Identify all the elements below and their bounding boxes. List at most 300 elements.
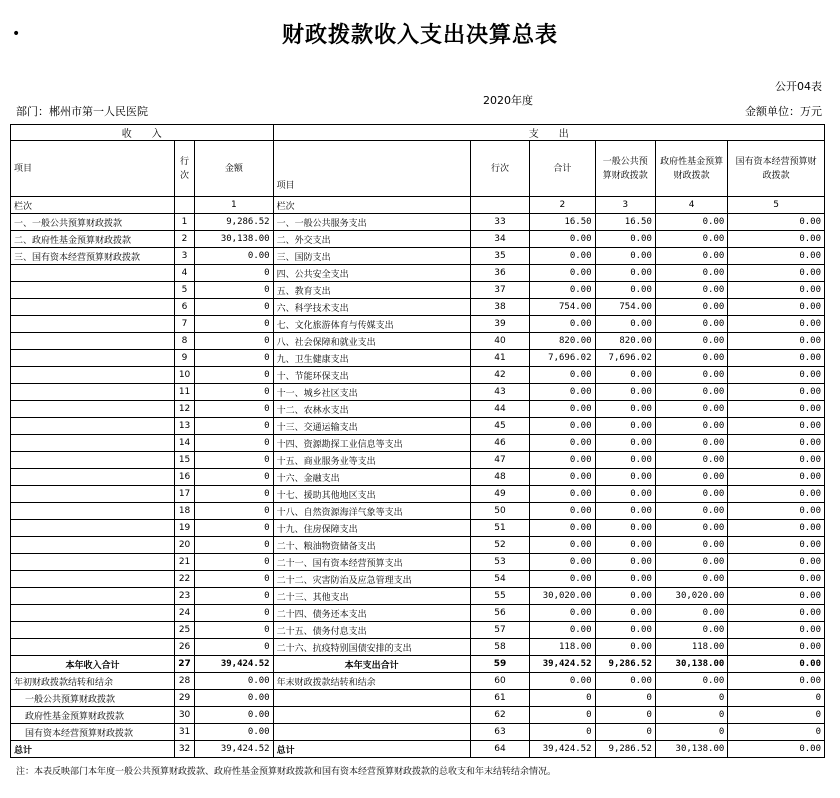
table-row	[11, 486, 825, 503]
state-amount-cell: 0.00	[728, 282, 825, 299]
expense-row-no-cell: 53	[470, 554, 529, 571]
income-item-cell	[11, 452, 175, 469]
income-amount-cell: 0	[195, 639, 274, 656]
expense-item-cell: 二十、粮油物资储备支出	[273, 537, 470, 554]
state-amount-cell: 0.00	[728, 520, 825, 537]
expense-total-cell: 39,424.52	[530, 656, 595, 673]
expense-total-cell: 0.00	[530, 248, 595, 265]
table-row	[11, 741, 825, 758]
table-row	[11, 384, 825, 401]
fund-amount-cell: 0.00	[655, 469, 727, 486]
fiscal-year: 2020年度	[483, 94, 533, 107]
state-amount-cell: 0.00	[728, 486, 825, 503]
income-amount-cell: 0	[195, 469, 274, 486]
column-index-label: 栏次	[11, 197, 175, 214]
fund-amount-cell: 0	[655, 724, 727, 741]
general-amount-cell: 0.00	[595, 265, 655, 282]
income-row-no-cell: 28	[174, 673, 194, 690]
income-row-no-cell: 30	[174, 707, 194, 724]
income-amount-cell: 0	[195, 401, 274, 418]
expense-item-cell: 六、科学技术支出	[273, 299, 470, 316]
state-amount-cell: 0.00	[728, 588, 825, 605]
income-row-no-cell: 7	[174, 316, 194, 333]
fund-amount-cell: 0.00	[655, 537, 727, 554]
table-row	[11, 282, 825, 299]
income-amount-cell: 0.00	[195, 690, 274, 707]
general-amount-cell: 0.00	[595, 452, 655, 469]
income-amount-cell: 0	[195, 265, 274, 282]
income-amount-cell: 0	[195, 571, 274, 588]
expense-item-cell: 二十三、其他支出	[273, 588, 470, 605]
expense-item-cell: 四、公共安全支出	[273, 265, 470, 282]
expense-item-cell: 总计	[273, 741, 470, 758]
general-amount-cell: 0.00	[595, 435, 655, 452]
expense-row-no-cell: 49	[470, 486, 529, 503]
table-body	[11, 214, 825, 758]
income-amount-cell: 39,424.52	[195, 741, 274, 758]
fund-amount-cell: 0.00	[655, 299, 727, 316]
general-amount-cell: 754.00	[595, 299, 655, 316]
expense-row-no-cell: 37	[470, 282, 529, 299]
expense-total-header: 合计	[530, 141, 595, 197]
general-amount-cell: 9,286.52	[595, 741, 655, 758]
expense-row-no-cell: 43	[470, 384, 529, 401]
expense-item-cell: 十九、住房保障支出	[273, 520, 470, 537]
expense-row-no-cell: 52	[470, 537, 529, 554]
expense-section-header: 支 出	[273, 125, 824, 141]
fund-amount-cell: 30,020.00	[655, 588, 727, 605]
fund-amount-cell: 0.00	[655, 554, 727, 571]
income-section-header: 收 入	[11, 125, 274, 141]
state-amount-cell: 0.00	[728, 384, 825, 401]
income-amount-cell: 0	[195, 503, 274, 520]
general-amount-cell: 0.00	[595, 316, 655, 333]
income-row-no-cell: 2	[174, 231, 194, 248]
general-amount-cell: 0.00	[595, 503, 655, 520]
income-item-cell: 一、一般公共预算财政拨款	[11, 214, 175, 231]
income-row-no-cell: 11	[174, 384, 194, 401]
expense-total-cell: 0.00	[530, 469, 595, 486]
general-amount-cell: 9,286.52	[595, 656, 655, 673]
table-row	[11, 231, 825, 248]
expense-row-no-cell: 57	[470, 622, 529, 639]
expense-item-cell: 本年支出合计	[273, 656, 470, 673]
state-amount-cell: 0.00	[728, 248, 825, 265]
state-amount-cell: 0.00	[728, 435, 825, 452]
income-amount-cell: 0	[195, 537, 274, 554]
income-item-cell	[11, 486, 175, 503]
expense-total-cell: 30,020.00	[530, 588, 595, 605]
table-row	[11, 639, 825, 656]
expense-row-no-header: 行次	[470, 141, 529, 197]
table-row	[11, 690, 825, 707]
table-row	[11, 248, 825, 265]
income-row-no-cell: 31	[174, 724, 194, 741]
income-item-cell	[11, 435, 175, 452]
general-amount-cell: 0.00	[595, 401, 655, 418]
income-amount-header: 金额	[195, 141, 274, 197]
fund-amount-cell: 0.00	[655, 401, 727, 418]
income-row-no-cell: 23	[174, 588, 194, 605]
general-amount-cell: 0.00	[595, 588, 655, 605]
expense-item-cell	[273, 724, 470, 741]
expense-total-cell: 0.00	[530, 265, 595, 282]
income-item-cell	[11, 639, 175, 656]
state-amount-cell: 0.00	[728, 656, 825, 673]
table-row	[11, 299, 825, 316]
table-row	[11, 316, 825, 333]
expense-total-cell: 0.00	[530, 452, 595, 469]
income-row-no-cell: 16	[174, 469, 194, 486]
fund-amount-cell: 0.00	[655, 503, 727, 520]
general-amount-cell: 0.00	[595, 605, 655, 622]
income-row-no-cell: 19	[174, 520, 194, 537]
expense-total-cell: 0.00	[530, 673, 595, 690]
expense-row-no-cell: 59	[470, 656, 529, 673]
income-item-cell	[11, 520, 175, 537]
income-amount-cell: 0	[195, 452, 274, 469]
income-item-cell: 年初财政拨款结转和结余	[11, 673, 175, 690]
expense-item-cell: 十六、金融支出	[273, 469, 470, 486]
expense-total-cell: 0.00	[530, 367, 595, 384]
income-item-header: 项目	[11, 141, 175, 197]
table-row	[11, 350, 825, 367]
income-item-cell	[11, 571, 175, 588]
state-amount-cell: 0.00	[728, 673, 825, 690]
income-item-cell: 总计	[11, 741, 175, 758]
expense-row-no-cell: 48	[470, 469, 529, 486]
table-row	[11, 214, 825, 231]
income-item-cell	[11, 588, 175, 605]
state-capital-header: 国有资本经营预算财政拨款	[728, 141, 825, 197]
state-amount-cell: 0.00	[728, 622, 825, 639]
state-amount-cell: 0.00	[728, 265, 825, 282]
income-amount-cell: 0.00	[195, 673, 274, 690]
fund-amount-cell: 0.00	[655, 333, 727, 350]
expense-item-cell: 年末财政拨款结转和结余	[273, 673, 470, 690]
state-amount-cell: 0.00	[728, 299, 825, 316]
column-index-2: 2	[530, 197, 595, 214]
income-item-cell	[11, 469, 175, 486]
expense-row-no-cell: 60	[470, 673, 529, 690]
general-amount-cell: 7,696.02	[595, 350, 655, 367]
expense-row-no-cell: 46	[470, 435, 529, 452]
table-row	[11, 401, 825, 418]
income-row-no-cell: 10	[174, 367, 194, 384]
income-item-cell	[11, 316, 175, 333]
general-amount-cell: 0	[595, 707, 655, 724]
expense-item-cell: 二十二、灾害防治及应急管理支出	[273, 571, 470, 588]
expense-row-no-cell: 45	[470, 418, 529, 435]
state-amount-cell: 0.00	[728, 401, 825, 418]
fund-amount-cell: 0.00	[655, 673, 727, 690]
expense-item-cell: 十八、自然资源海洋气象等支出	[273, 503, 470, 520]
expense-total-cell: 0.00	[530, 401, 595, 418]
income-row-no-cell: 26	[174, 639, 194, 656]
income-amount-cell: 0	[195, 486, 274, 503]
fund-amount-cell: 118.00	[655, 639, 727, 656]
table-row	[11, 520, 825, 537]
income-item-cell	[11, 401, 175, 418]
expense-item-cell	[273, 690, 470, 707]
expense-item-cell: 十二、农林水支出	[273, 401, 470, 418]
fund-amount-cell: 0.00	[655, 316, 727, 333]
expense-total-cell: 16.50	[530, 214, 595, 231]
fund-amount-cell: 0.00	[655, 367, 727, 384]
income-amount-cell: 0	[195, 282, 274, 299]
income-amount-cell: 0	[195, 622, 274, 639]
table-row	[11, 673, 825, 690]
income-amount-cell: 0.00	[195, 707, 274, 724]
income-item-cell	[11, 537, 175, 554]
general-amount-cell: 0.00	[595, 282, 655, 299]
expense-row-no-cell: 61	[470, 690, 529, 707]
state-amount-cell: 0.00	[728, 554, 825, 571]
expense-total-cell: 0.00	[530, 622, 595, 639]
general-amount-cell: 0.00	[595, 384, 655, 401]
fund-amount-cell: 30,138.00	[655, 741, 727, 758]
income-row-no-cell: 6	[174, 299, 194, 316]
income-row-no-cell: 24	[174, 605, 194, 622]
state-amount-cell: 0.00	[728, 571, 825, 588]
general-amount-cell: 0.00	[595, 571, 655, 588]
expense-total-cell: 0.00	[530, 554, 595, 571]
expense-total-cell: 0.00	[530, 231, 595, 248]
income-amount-cell: 0	[195, 605, 274, 622]
table-row	[11, 469, 825, 486]
state-amount-cell: 0.00	[728, 231, 825, 248]
fund-amount-cell: 0.00	[655, 452, 727, 469]
general-amount-cell: 0.00	[595, 554, 655, 571]
expense-row-no-cell: 64	[470, 741, 529, 758]
income-row-no-cell: 22	[174, 571, 194, 588]
fund-amount-cell: 0.00	[655, 248, 727, 265]
fund-amount-cell: 0.00	[655, 265, 727, 282]
income-row-no-cell: 32	[174, 741, 194, 758]
income-amount-cell: 0	[195, 418, 274, 435]
income-row-no-cell: 17	[174, 486, 194, 503]
state-amount-cell: 0	[728, 724, 825, 741]
form-number: 公开04表	[775, 80, 822, 93]
income-row-no-cell: 12	[174, 401, 194, 418]
state-amount-cell: 0.00	[728, 418, 825, 435]
table-row	[11, 622, 825, 639]
general-amount-cell: 0.00	[595, 469, 655, 486]
income-amount-cell: 0.00	[195, 724, 274, 741]
income-amount-cell: 0	[195, 520, 274, 537]
fund-amount-cell: 0.00	[655, 231, 727, 248]
table-row	[11, 588, 825, 605]
expense-row-no-cell: 40	[470, 333, 529, 350]
expense-total-cell: 0	[530, 707, 595, 724]
column-index-3: 3	[595, 197, 655, 214]
income-amount-cell: 0	[195, 299, 274, 316]
fund-amount-cell: 0	[655, 690, 727, 707]
expense-row-no-cell: 33	[470, 214, 529, 231]
state-amount-cell: 0.00	[728, 605, 825, 622]
expense-row-no-cell: 54	[470, 571, 529, 588]
table-row	[11, 656, 825, 673]
table-row	[11, 554, 825, 571]
income-item-cell	[11, 282, 175, 299]
expense-row-no-cell: 55	[470, 588, 529, 605]
expense-item-cell: 一、一般公共服务支出	[273, 214, 470, 231]
state-amount-cell: 0.00	[728, 639, 825, 656]
general-budget-header: 一般公共预算财政拨款	[595, 141, 655, 197]
income-row-no-cell: 15	[174, 452, 194, 469]
expense-row-no-cell: 62	[470, 707, 529, 724]
column-index-4: 4	[655, 197, 727, 214]
expense-total-cell: 0	[530, 724, 595, 741]
income-row-no-cell: 5	[174, 282, 194, 299]
table-row	[11, 333, 825, 350]
income-amount-cell: 0	[195, 384, 274, 401]
expense-total-cell: 754.00	[530, 299, 595, 316]
fund-amount-cell: 0.00	[655, 571, 727, 588]
income-item-cell	[11, 622, 175, 639]
table-row	[11, 605, 825, 622]
income-item-cell	[11, 333, 175, 350]
state-amount-cell: 0.00	[728, 503, 825, 520]
expense-item-cell: 二十六、抗疫特别国债安排的支出	[273, 639, 470, 656]
expense-total-cell: 39,424.52	[530, 741, 595, 758]
income-item-cell	[11, 350, 175, 367]
income-item-cell: 本年收入合计	[11, 656, 175, 673]
fund-amount-cell: 0	[655, 707, 727, 724]
income-item-cell	[11, 367, 175, 384]
general-amount-cell: 0	[595, 690, 655, 707]
expense-item-cell: 二、外交支出	[273, 231, 470, 248]
table-row	[11, 537, 825, 554]
fund-amount-cell: 0.00	[655, 282, 727, 299]
expense-row-no-cell: 50	[470, 503, 529, 520]
income-amount-cell: 0	[195, 435, 274, 452]
fund-amount-cell: 0.00	[655, 486, 727, 503]
table-row	[11, 418, 825, 435]
table-row	[11, 503, 825, 520]
expense-total-cell: 0.00	[530, 537, 595, 554]
expense-row-no-cell: 44	[470, 401, 529, 418]
income-amount-cell: 9,286.52	[195, 214, 274, 231]
fund-amount-cell: 0.00	[655, 384, 727, 401]
fund-amount-cell: 0.00	[655, 350, 727, 367]
table-row	[11, 571, 825, 588]
state-amount-cell: 0.00	[728, 333, 825, 350]
state-amount-cell: 0.00	[728, 367, 825, 384]
expense-total-cell: 0.00	[530, 503, 595, 520]
state-amount-cell: 0	[728, 707, 825, 724]
income-item-cell	[11, 299, 175, 316]
income-amount-cell: 0	[195, 554, 274, 571]
general-amount-cell: 0	[595, 724, 655, 741]
income-item-cell: 三、国有资本经营预算财政拨款	[11, 248, 175, 265]
table-row	[11, 452, 825, 469]
general-amount-cell: 16.50	[595, 214, 655, 231]
state-amount-cell: 0.00	[728, 469, 825, 486]
expense-row-no-cell: 39	[470, 316, 529, 333]
general-amount-cell: 0.00	[595, 537, 655, 554]
expense-item-cell: 十五、商业服务业等支出	[273, 452, 470, 469]
fund-amount-cell: 0.00	[655, 605, 727, 622]
column-index-1: 1	[195, 197, 274, 214]
income-item-cell	[11, 418, 175, 435]
income-amount-cell: 0	[195, 350, 274, 367]
footnote: 注：本表反映部门本年度一般公共预算财政拨款、政府性基金预算财政拨款和国有资本经营预算财政拨款的总收支和年末结转结余情况。	[16, 767, 557, 777]
income-amount-cell: 0	[195, 316, 274, 333]
expense-total-cell: 0.00	[530, 486, 595, 503]
income-row-no-cell: 21	[174, 554, 194, 571]
state-amount-cell: 0.00	[728, 452, 825, 469]
table-row	[11, 435, 825, 452]
general-amount-cell: 0.00	[595, 248, 655, 265]
expense-total-cell: 0.00	[530, 435, 595, 452]
fund-amount-cell: 0.00	[655, 622, 727, 639]
income-row-no-cell: 4	[174, 265, 194, 282]
expense-item-cell: 三、国防支出	[273, 248, 470, 265]
expense-row-no-cell: 35	[470, 248, 529, 265]
expense-item-cell: 五、教育支出	[273, 282, 470, 299]
expense-item-cell: 八、社会保障和就业支出	[273, 333, 470, 350]
general-amount-cell: 0.00	[595, 231, 655, 248]
income-item-cell	[11, 384, 175, 401]
table-row	[11, 707, 825, 724]
income-row-no-cell: 9	[174, 350, 194, 367]
income-item-cell	[11, 605, 175, 622]
income-amount-cell: 39,424.52	[195, 656, 274, 673]
state-amount-cell: 0.00	[728, 316, 825, 333]
currency-unit: 金额单位：万元	[745, 105, 822, 118]
general-amount-cell: 0.00	[595, 486, 655, 503]
general-amount-cell: 0.00	[595, 673, 655, 690]
income-row-no-cell: 8	[174, 333, 194, 350]
expense-item-cell	[273, 707, 470, 724]
state-amount-cell: 0.00	[728, 741, 825, 758]
fund-amount-cell: 0.00	[655, 418, 727, 435]
column-index-label-right: 栏次	[273, 197, 470, 214]
expense-row-no-cell: 41	[470, 350, 529, 367]
expense-item-cell: 十一、城乡社区支出	[273, 384, 470, 401]
income-row-no-cell: 25	[174, 622, 194, 639]
income-amount-cell: 0	[195, 333, 274, 350]
expense-total-cell: 0.00	[530, 316, 595, 333]
table-row	[11, 265, 825, 282]
expense-row-no-cell: 58	[470, 639, 529, 656]
expense-row-no-cell: 38	[470, 299, 529, 316]
general-amount-cell: 0.00	[595, 418, 655, 435]
expense-item-cell: 十、节能环保支出	[273, 367, 470, 384]
expense-item-cell: 十七、援助其他地区支出	[273, 486, 470, 503]
expense-total-cell: 820.00	[530, 333, 595, 350]
fund-amount-cell: 0.00	[655, 520, 727, 537]
expense-total-cell: 118.00	[530, 639, 595, 656]
income-amount-cell: 0.00	[195, 248, 274, 265]
expense-item-cell: 十四、资源勘探工业信息等支出	[273, 435, 470, 452]
state-amount-cell: 0.00	[728, 537, 825, 554]
expense-total-cell: 0.00	[530, 384, 595, 401]
expense-item-cell: 十三、交通运输支出	[273, 418, 470, 435]
income-row-no-cell: 20	[174, 537, 194, 554]
income-row-no-cell: 3	[174, 248, 194, 265]
expense-total-cell: 0.00	[530, 605, 595, 622]
expense-total-cell: 0.00	[530, 520, 595, 537]
income-item-cell: 政府性基金预算财政拨款	[11, 707, 175, 724]
page-title: 财政拨款收入支出决算总表	[281, 22, 558, 48]
fund-amount-cell: 0.00	[655, 214, 727, 231]
table-row	[11, 724, 825, 741]
expense-total-cell: 0.00	[530, 418, 595, 435]
income-row-no-cell: 14	[174, 435, 194, 452]
expense-total-cell: 0	[530, 690, 595, 707]
